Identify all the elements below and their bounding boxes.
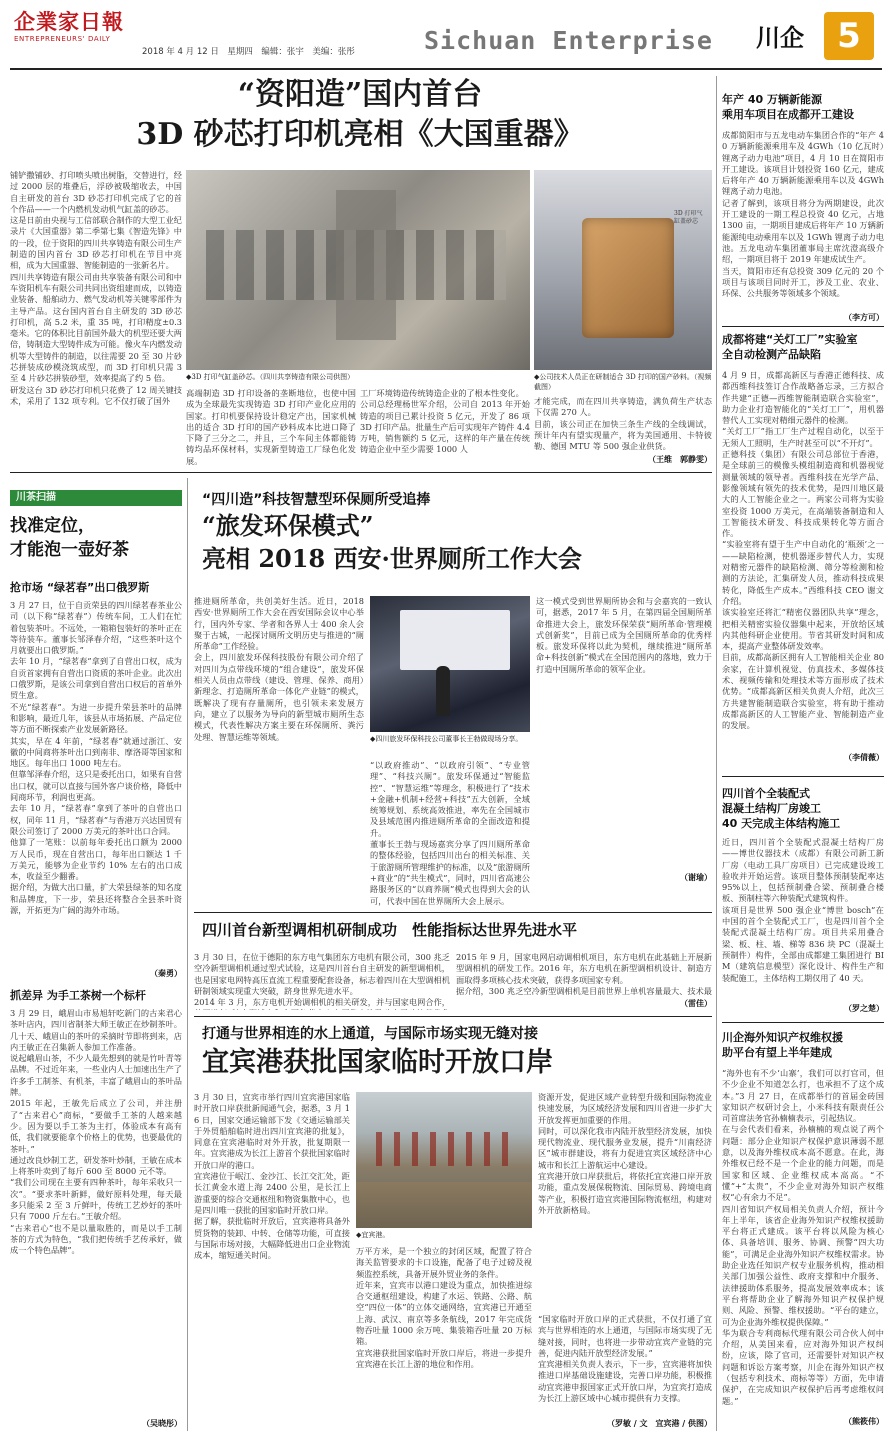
- mid-story-photo-caption: ◆四川旅发环保科技公司董事长王勃做现场分享。: [370, 735, 523, 743]
- page-number-badge: [824, 12, 874, 60]
- right-rule-2: [722, 776, 884, 777]
- left-sub2-title: 抓差异 为手工茶树一个标杆: [10, 989, 146, 1002]
- river: [356, 1182, 532, 1228]
- left-sub1-byline: （秦勇）: [150, 968, 182, 978]
- lead-column-4: 才能完成，而在四川共享铸造，满负荷生产状态下仅需 270 人。 目前，该公司正在加快三条生产线的全线调试，预计年内有望实现量产，将为美国通用、卡特彼勒、德国 MTU 等 500 强企业供货。: [534, 396, 712, 452]
- lead-photo-1-caption: ◆3D 打印气缸盖砂芯。（四川共享铸造有限公司供图）: [186, 373, 355, 381]
- section-label: [10, 490, 182, 506]
- right-mid-body: 4 月 9 日，成都高新区与香港正德科技、成都西维科技签订合作战略备忘录，三方拟合作共建“正德—西维智能制造联合实验室”，助力企业打造智能化的“关灯工厂”，用机器替代人工实现对精细元器件的检测。 “关灯工厂”指工厂生产过程自动化，以至于无须人工照明，生产时甚至可以“不开灯”。 正德科技（集团）有限公司总部位于香港，是全球前三的模像头模组制造商和机器视觉测量领域的领导者。西维科技在光学产品、影像领域有领先的技术优势，是四川地区最大的人工智能企业之一。两家公司将为实验室投资 1000 万美元，在高端装备制造和人工智能技术研发、科技成果转化等方面合作。 “实验室将有望于生产中自动化的‘瓶颈’之一——缺陷检测，使机器逐步替代人力，实现对精密元器件的缺陷检测、筛分等检测和检测的方法论，汇集研发人员，推动科技成果转化，降低生产成本。”西维科技 CEO 谢文介绍。 该实验室还将汇“精密仪器团队共享”理念，把相关精密实验仪器集中起来，开放给区域内其他科研企业使用。节省其研发时间和成本，提高产业整体研发效率。 目前，成都高新区拥有人工智能相关企业 80 余家，在计算机视觉、仿真技术、多媒体技术、视频传输和处理技术等方面形成了技术优势。“成都高新区相关负责人介绍，此次三方共建智能制造联合实验室，将有助于推动成都高新区的人工智能产业、智能制造产业的发展。: [722, 370, 884, 731]
- yibin-column-2: 万平方米，是一个独立的封闭区域，配置了符合海关监管要求的卡口设施，配备了电子过磅及视频监控系统，具备开展外贸业务的条件。 近年来，宜宾市以港口建设为重点，加快推进综合交通枢纽建设，构建了水运、铁路、公路、航空“四位一体”的立体交通网络，宜宾港已开通至上海、武汉、南京等多条航线，2017 年完成货物吞吐量 1000 余万吨、集装箱吞吐量 20 万标箱。 宜宾港获批国家临时开放口岸后，将进一步提升宜宾港在长江上游的地位和作用。: [356, 1246, 532, 1369]
- right-rule-3: [722, 1022, 884, 1023]
- sand-core-model: [582, 218, 674, 338]
- caption-bullet-icon: ◆: [534, 373, 540, 381]
- mid-story-byline: （谢瑜）: [680, 872, 712, 882]
- mid-story-column-1: 推进厕所革命，共创美好生活。近日，2018 西安·世界厕所工作大会在西安国际会议中心举行，国内外专家、学者和各界人士 400 余人会聚于古城，一起探讨厕所文明历史与推进的“厕所革命”工作经验。 会上，四川旅发环保科技股份有限公司介绍了对四川为点带线环境的“组合建设”，旅发环保相关人员由点带线（建设、管理、保养、商用）新理念、打造厕所革命一体化产业链”的模式，既解决了现有存量厕所，也引领未来发展方向，建立了以服务为导向的新型城市厕所生态模式，代表性解决方案主要在环保厕所、粪污处理、智慧运维等领域。: [194, 596, 364, 742]
- right-column-divider: [716, 76, 717, 1431]
- yibin-title: 宜宾港获批国家临时开放口岸: [202, 1047, 553, 1078]
- left-big-title: 找准定位， 才能泡一壶好茶: [10, 516, 129, 560]
- mid-story-headline: [194, 490, 710, 582]
- yibin-photo-caption: ◆宜宾港。: [356, 1231, 390, 1239]
- right-bottom-title-1: 川企海外知识产权维权援: [722, 1031, 843, 1044]
- lead-photo-2-caption: ◆公司技术人员正在研制适合 3D 打印的国产砂料。（视频截图）: [534, 373, 712, 391]
- port-cranes: [376, 1132, 512, 1166]
- mid-story-rule: [194, 912, 712, 913]
- right-mid2-title-3: 40 天完成主体结构施工: [722, 817, 841, 830]
- lead-photo-2: [534, 170, 712, 370]
- caption-bullet-icon: ◆: [186, 373, 192, 381]
- left-column-divider: [187, 478, 188, 1431]
- lead-column-2: 高端制造 3D 打印设备的垄断地位，也使中国成为全球最先实现铸造 3D 打印产业化应用的国家。打印机要保持设计稳定产出，国家机械出的适合 3D 打印的国产砂料成本比进口降了下降了三分之二，并且，三个车间主体都能铸铸均品环保材料，实现新型铸造工厂绿色化发展。: [186, 388, 356, 466]
- right-top-title-2: 乘用车项目在成都开工建设: [722, 108, 854, 121]
- right-rule-1: [722, 326, 884, 327]
- left-sub2-body: 3 月 29 日，峨眉山市易旭轩吃新门的古来君心茶叶店内，四川省制茶大师王敏正在炒制茶叶。几十天、峨眉山的茶叶的采摘时节即将到来，店内王敏正在召集新人参加工作准备。 说起峨眉山茶，不少人最先想到的就是竹叶青等品牌。不过近年来，一些业内人士加速出生产了许多手工制茶、有机茶，丰富了峨眉山的茶叶品牌。 2015 年起，王敏先后成立了公司，并注册了“古来君心”商标，“要做手工茶的人越来越少。因为要以手工茶为主打，体验成本有高有低，我们就要能拿个价格上的优势，也要最优的茶叶。” 通过改良炒制工艺，研发茶叶炒制，王敏在成本上将茶叶卖到了每斤 600 至 8000 元不等。 “我们公司现在主要有四种茶叶，每年采收只一次”。“要求茶叶新鲜，做好原料处理，每天最多只能采 2 至 3 斤鲜叶，传统工艺炒好的茶叶只有 7000 斤左右。”王敏介绍。 “古来君心”也不是以量取胜的，而是以手工制茶的方式为特色，“我们把传统手艺传承好，做成一个特色品牌”。: [10, 1008, 182, 1256]
- yibin-photo: [356, 1092, 532, 1228]
- right-mid2-body: 近日，四川首个全装配式混凝土结构厂房——博世仪器技术（成都）有限公司新工新厂房（电动工具厂房项目）已完成建设竣工验收并开始运营。该项目整体预制装配率达 95%以上，包括预制叠合梁、预制叠合楼板、预制柱等六种装配式建筑构件。 该项目是世界 500 强企业“博世 bosch”在中国的首个全装配式工厂，也是四川首个全装配式混凝土结构厂房。项目共采用叠合梁、板、柱、墙、梯等 836 块 PC（混凝土预制件）构件，全部由成都建工集团进行 BIM（建筑信息模型）深化设计、构件生产和装配施工，主体结构工期仅用了 40 天。: [722, 837, 884, 983]
- yibin-byline: （罗敏 / 文 宜宾港 / 供图）: [607, 1418, 712, 1428]
- right-mid2-byline: （罗之楚）: [844, 1003, 884, 1013]
- aircon-rule: [194, 1016, 712, 1017]
- left-sub2-byline: （吴晓彤）: [142, 1418, 182, 1428]
- masthead-rule: [10, 68, 882, 70]
- right-mid-byline: （李倩薇）: [844, 752, 884, 762]
- lead-bottom-rule: [10, 472, 712, 473]
- page-number: 5: [837, 16, 861, 56]
- left-sub1-title: 抢市场 “绿茗春”出口俄罗斯: [10, 581, 150, 594]
- aircon-column-1: 3 月 30 日，在位于德阳的东方电气集团东方电机有限公司，300 兆乏空冷新型调相机通过型式试验，这是四川首台自主研发的新型调相机，也是国家电网特高压直流工程重要配套设备，标志着四川在大型调相机研制领域实现重大突破，跻身世界先进水平。 2014 年 3 月，东方电机开始调相机的相关研发，并与国家电网合作，: [194, 952, 450, 1008]
- right-top-body: 成都简阳市与五龙电动车集团合作的“年产 40 万辆新能源乘用车及 4GWh（10 亿瓦时）锂离子动力电池”项目，4 月 10 日在简阳市开工建设。该项目计划投资 160 亿元，建成后将年产 40 万辆新能源乘用车以及 4GWh 锂离子动力电池。 记者了解到，该项目将分为两期建设，此次开工建设的一期工程总投资 40 亿元，占地 1300 亩，一期项目建成后将年产 10 万辆新能源纯电动乘用车以及 1GWh 锂离子动力电池。五龙电动车集团董事局主席沈澄高级介绍，一期项目将于 2019 年建成试生产。 当天，简阳市还有总投资 309 亿元的 20 个项目与该项目同时开工，涉及工业、农业、环保、公共服务等领域多个领域。: [722, 130, 884, 299]
- mid-story-kicker: “四川造”科技智慧型环保厕所受追捧: [202, 492, 431, 508]
- caption-bullet-icon: ◆: [370, 735, 376, 743]
- right-mid2-article: [722, 786, 884, 1018]
- right-bottom-title-2: 助平台有望上半年建成: [722, 1046, 832, 1059]
- mid-story-title-2: 亮相 2018 西安·世界厕所工作大会: [202, 544, 582, 573]
- yibin-column-1: 3 月 30 日，宜宾市举行四川宜宾港国家临时开放口岸获批新闻通气会，据悉，3 月 16 日，国家交通运输部下发《交通运输部关于外贸船舶临时进出四川宜宾港的批复》，同意在宜宾港临时对外开放，批复期限一年。宜宾港成为长江上游首个获批国家临时开放口岸的港口。 宜宾港位于岷江、金沙江、长江交汇处，距长江黄金水道上海 2400 公里，是长江上游重要的综合交通枢纽和物资集散中心，也是四川唯一获批的国家临时开放口岸。 据了解，获批临时开放后，宜宾港将具备外贸货物的装卸、中转、仓储等功能，可直接与国际市场对接，大幅降低进出口企业物流成本，缩短通关时间。: [194, 1092, 350, 1261]
- mid-story-title-1: “旅发环保模式”: [202, 511, 374, 540]
- yibin-column-3: 资源开发，促进区域产业转型升级和国际物流业快速发展，为区域经济发展和四川省进一步扩大开放发挥更加重要的作用。 同时，可以深化我市内陆开放型经济发展，加快现代物流业、现代服务业发展，提升“川南经济区”城市群建设，将有力促进宜宾区域经济中心城市和长江上游航运中心建设。 宜宾港开放口岸获批后，将依托宜宾港口岸开放功能，重点发展保税物流、国际贸易、跨境电商等产业，积极打造宜宾港国际物流枢纽，构建对外开放新格局。: [538, 1092, 712, 1215]
- lead-photo-1: [186, 170, 530, 370]
- lead-column-1: 铺铲撒铺砂、打印喷头喷出树脂，交替进行，经过 2000 层的堆叠后，浮砂被吸缩收去，中国自主研发的首台 3D 砂芯打印机完成了它的首个作品——一个内燃机发动机气缸盖的砂芯。 这是日前由央视与工信部联合制作的大型工业纪录片《大国重器》第二季第七集《智造先锋》中的一段，位于资阳的四川共享铸造有限公司生产制造的国内首台 3D 砂芯打印机在节目中亮相，成为大国重器、智能制造的一张新名片。 四川共享铸造有限公司由共享装备有限公司和中车资阳机车有限公司共同出资组建而成，以铸造业装备、船舶动力、燃气发动机等关键零部件为主导产品。这台国内首台自主研发的 3D 砂芯打印机，高 5.2 米，重 35 吨，打印精度±0.3 毫米。它的体积比目前国外最大的机型还要大两倍，铸制造大型铸件成为可能。像火车内燃发动机等大型铸件的制造，以往需要 20 至 30 片砂芯拼装成砂模浇筑成型，而 3D 打印机只需 3 至 4 片砂芯拼装砂型，效率提高了约 5 倍。 研发这台 3D 砂芯打印机只花费了 12 周关键技术，采用了 132 项专利。它不仅打破了国外: [10, 170, 182, 406]
- edition-name-cn: 川企: [756, 24, 804, 52]
- presentation-screen: [400, 610, 510, 670]
- lead-byline: （王维 郭静雯）: [648, 454, 712, 464]
- logo-en: ENTREPRENEURS' DAILY: [14, 35, 111, 43]
- right-bottom-body: “海外也有不少‘山寨’，我们可以打官司，但不少企业不知道怎么打，也承担不了这个成本。”3 月 27 日，在成都举行的首届金砖国家知识产权研讨会上，小米科技有限责任公司首席法务官孙楠楠表示，引起热议。 在与会代表们看来，孙楠楠的观点说了两个问题：部分企业知识产权保护意识薄弱不愿意，以及海外维权成本高不愿意。在此，海外维权已经不是一个企业的能力问题，而是国家和区域、企业维权成本高高。“不懂”+“太贵”，不少企业对海外知识产权维权“心有余力不足”。 四川省知识产权局相关负责人介绍，预计今年上半年，该省企业海外知识产权维权援助平台将正式建成。该平台将以风险为核心体、具备培训、服务、协调、预警“四大功能”，可满足企业海外知识产权维权需求。协助企业选任知识产权专业服务机构，推动相关部门加强公益性、政府支撑和中介服务、法律援助体系服务，提高发展效率成本；该平台将帮助企业了解海外知识产权保护规则、风险、预警、维权援助。“平台的建立，可为企业海外维权提供保障。” 华为联合专利商标代理有限公司合伙人何中介绍，从美国来看，应对海外知识产权纠纷，应该，除了官司，还需要针对知识产权问题和诉讼方案考察，川企在海外知识产权（包括专利技术、商标等等）方面，先申请保护，在完成知识产权保护后再考虑维权问题。”: [722, 1068, 884, 1406]
- sand-core-label: 3D 打印气缸盖砂芯: [674, 210, 703, 225]
- yibin-column-4: “国家临时开放口岸的正式获批，不仅打通了宜宾与世界相连的水上通道，与国际市场实现了无缝对接，同时，也将进一步带动宜宾产业链的完善，促进内陆开放型经济发展。” 宜宾港相关负责人表示，下一步，宜宾港将加快推进口岸基础设施建设，完善口岸功能，积极推动宜宾港申报国家正式开放口岸，为宜宾打造成为长江上游区域中心城市提供有力支撑。: [538, 1314, 712, 1404]
- right-mid-article: [722, 332, 884, 770]
- right-top-byline: （李方可）: [844, 312, 884, 322]
- right-bottom-byline: （熊筱伟）: [844, 1416, 884, 1426]
- edition-name-en: Sichuan Enterprise: [424, 26, 713, 55]
- section-label-text: 川茶扫描: [16, 492, 56, 503]
- aircon-byline: （雷佳）: [680, 998, 712, 1008]
- speaker-figure: [436, 666, 450, 716]
- caption-bullet-icon: ◆: [356, 1231, 362, 1239]
- right-mid-title-1: 成都将建“关灯工厂”实验室: [722, 333, 858, 346]
- masthead: [0, 0, 892, 70]
- mid-story-column-2: “以政府推动”、“以政府引领”、“专业管理”、“科技兴厕”。旅发环保通过“智能监控”、“智慧运维”等理念，积极进行了“技术+金融+机制+经营+科技”五大创新，全域统筹规划、系统高效推进，率先在全国城市及县域范围内推进厕所革命的全面改造和提升。 董事长王勃与现场嘉宾分享了四川厕所革命的整体经验，包括四川出台的相关标准、关于旅游厕所管理维护的标准，以及“旅游厕所+商业”的“共生模式”，同时，四川省高速公路服务区的“以商养厕”模式也得到大会的认可，代表中国在世界厕所大会上展示。: [370, 760, 530, 906]
- lead-column-3: 工厂环境铸造传统铸造企业的了根本性变化。 公司总经理杨世军介绍，公司自 2013 年开始铸造的项目已累计投资 5 亿元，开发了 86 项 3D 打印产品。批量生产后可实现年产铸件 4.4 万吨，销售额约 5 亿元，这样的年产量在传统铸造企业中至少需要 1000 人: [360, 388, 530, 455]
- lead-title-line1: “资阳造”国内首台: [237, 77, 483, 112]
- yibin-kicker: 打通与世界相连的水上通道，与国际市场实现无缝对接: [202, 1026, 538, 1042]
- right-mid2-title-2: 混凝土结构厂房竣工: [722, 802, 821, 815]
- mid-story-photo: [370, 596, 530, 732]
- logo: [14, 10, 139, 50]
- left-sub1-body: 3 月 27 日，位于自贡荣县的四川绿茗春茶业公司（以下称“绿茗春”）传统车间，工人们在忙着包装茶叶。不远处，一箱箱包装好的茶叶正在等待装车。董事长邹泽春介绍，“这些茶叶这个月就要出口俄罗斯。” 去年 10 月，“绿茗春”拿到了自营出口权，成为自贡首家拥有自营出口资质的茶叶企业。此次出口俄罗斯，是该公司拿到自营出口权后的首单外贸生意。 不光“绿茗春”。为进一步提升荣县茶叶的品牌和影响，最近几年，该县从市场拓展、产品定位等方面不断探索产业发展新路径。 其实，早在 4 年前，“绿茗春”就通过浙江、安徽的中间商将茶叶出口到南非、摩洛哥等国家和地区。每年出口 1000 吨左右。 但靠邹泽春介绍，这只是委托出口，如果有自营出口权，就可以直接与国外客户谈价格，降低中间商环节，利润也更高。 去年 10 月，“绿茗春”拿到了茶叶的自营出口权，同年 11 月，“绿茗春”与香港万兴达国贸有限公司签订了 2000 万美元的茶叶出口合同。 他算了一笔账：以前每年委托出口额为 2000 万人民币，现在自营出口，每年出口额达 1 千万美元，能够为企业节约 10% 左右的出口成本，收益至少翻番。 据介绍，为做大出口量，扩大荣县绿茶的知名度和品牌度，下一步，荣县还将整合全县茶叶资源，开拓更为广阔的海外市场。: [10, 600, 182, 916]
- right-top-article: [722, 92, 884, 324]
- lead-title-line2: 3D 砂芯打印机亮相《大国重器》: [136, 117, 584, 152]
- masthead-meta: 2018 年 4 月 12 日 星期四 编辑：张宇 美编：张彤: [142, 47, 355, 57]
- mid-story-column-3: 这一模式受到世界厕所协会和与会嘉宾的一致认可，据悉，2017 年 5 月，在第四届全国厕所革命推进大会上，旅发环保荣获“厕所革命·管理模式创新奖”，目前已成为全国厕所革命的优秀样板。旅发环保将以此为契机，继续推进“厕所革命+科技创新”模式在全国范围内的落地，致力于打造中国厕所革命的领军企业。: [536, 596, 712, 674]
- aircon-title: 四川首台新型调相机研制成功 性能指标达世界先进水平: [202, 921, 578, 939]
- right-mid2-title-1: 四川首个全装配式: [722, 787, 810, 800]
- logo-cn: 企業家日報: [14, 10, 124, 34]
- aircon-column-2: 2015 年 9 月，国家电网启动调相机项目，东方电机在此基础上开展新型调相机的研发工作。2016 年，东方电机在新型调相机设计、制造方面取得多项核心技术突破，获得多项国家专利。 据介绍，300 兆乏空冷新型调相机是目前世界上单机容量最大、技术最: [456, 952, 712, 996]
- right-top-title-1: 年产 40 万辆新能源: [722, 93, 822, 106]
- lead-headline: [10, 76, 710, 164]
- right-mid-title-2: 全自动检测产品缺陷: [722, 348, 821, 361]
- right-bottom-article: [722, 1030, 884, 1432]
